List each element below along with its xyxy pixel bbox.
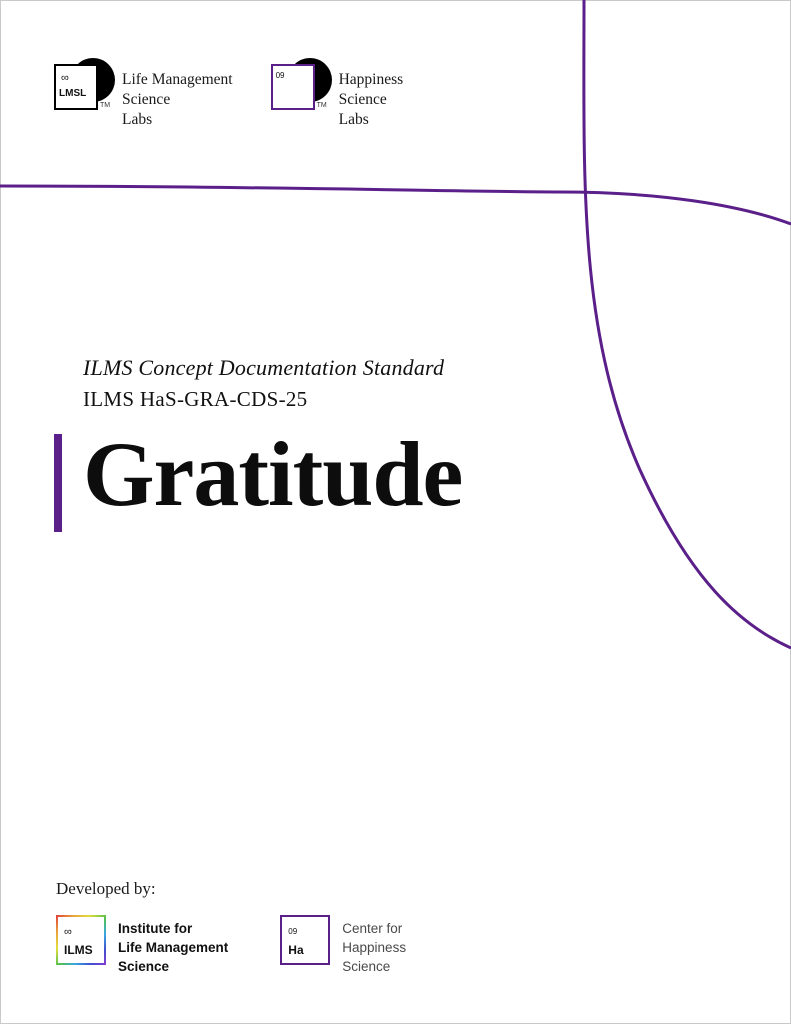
chs-name-line-1: Center for [342,920,403,936]
ilms-name-line-2: Life Management [118,939,229,955]
standard-subtitle: ILMS Concept Documentation Standard [83,355,445,380]
lmsl-tm-mark: TM [100,102,111,109]
chs-mark-icon [280,915,330,965]
title-accent-bar [54,434,62,532]
logo-ilms [56,915,228,976]
lmsl-frame-icon [54,64,98,110]
hasl-name-line-1: Happiness [338,71,404,88]
lmsl-abbrev: LMSL [59,88,87,99]
logo-lmsl [54,58,233,129]
lmsl-name-line-3: Labs [122,110,153,128]
document-code: ILMS HaS-GRA-CDS-25 [83,387,308,411]
hasl-name-line-2: Science [338,90,387,108]
page-title: Gratitude [83,423,463,525]
lmsl-name [122,58,233,129]
ilms-name [118,915,228,976]
lmsl-mark-icon [54,58,112,116]
footer-logos [56,915,656,976]
lmsl-name-line-2: Science [122,90,171,108]
developed-by-label: Developed by: [56,878,156,898]
chs-abbrev: Ha [288,942,304,957]
header-logos [54,58,403,129]
title-block [83,355,563,525]
page-title-wrap [83,423,563,525]
ilms-name-line-3: Science [118,958,170,974]
hasl-mark-icon [271,58,329,116]
ilms-mark-icon [56,915,106,965]
hasl-tm-mark: TM [316,102,327,109]
footer [56,879,656,976]
chs-name [342,915,406,976]
chs-name-line-2: Happiness [342,939,407,955]
chs-number-glyph: 09 [288,926,298,936]
lmsl-name-line-1: Life Management [122,71,233,88]
hasl-abbrev: Ha [276,87,290,98]
logo-chs [280,915,406,976]
lmsl-infinity-glyph: ∞ [61,72,69,84]
ilms-name-line-1: Institute for [118,920,193,936]
hasl-number-glyph: 09 [275,71,285,80]
chs-name-line-3: Science [342,958,391,974]
hasl-name-line-3: Labs [338,110,369,128]
ilms-infinity-glyph: ∞ [64,925,72,938]
logo-hasl [271,58,404,129]
hasl-name [339,58,404,129]
ilms-abbrev: ILMS [64,942,93,957]
